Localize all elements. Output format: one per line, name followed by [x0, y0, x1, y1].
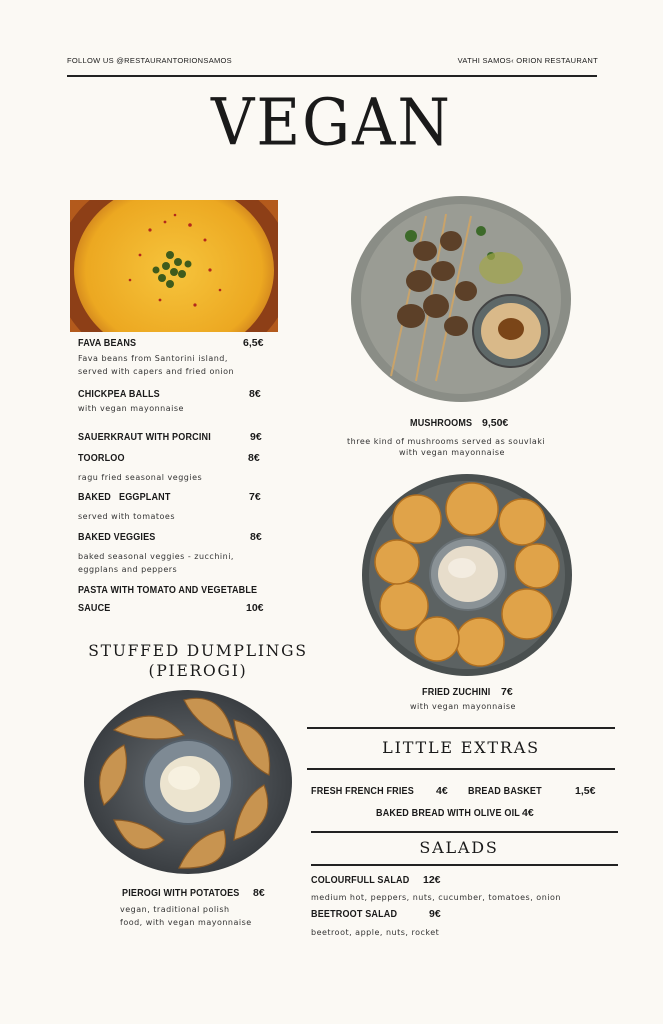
- menu-item-name: BREAD BASKET: [468, 785, 542, 797]
- menu-item-price: 10€: [246, 602, 264, 614]
- menu-item-price: 9,50€: [482, 417, 509, 429]
- menu-item-description: Fava beans from Santorini island,: [78, 354, 228, 363]
- zuchini-photo: [362, 474, 572, 676]
- menu-item-name: FRESH FRENCH FRIES: [311, 785, 414, 797]
- menu-item-description: with vegan mayonnaise: [399, 448, 505, 457]
- menu-item-description: beetroot, apple, nuts, rocket: [311, 928, 440, 937]
- menu-item-name: BAKED VEGGIES: [78, 531, 156, 543]
- menu-item-price: 1,5€: [575, 785, 596, 797]
- menu-item-description: served with tomatoes: [78, 512, 176, 521]
- mushrooms-photo: [351, 196, 571, 402]
- menu-item-name: FAVA BEANS: [78, 337, 137, 349]
- menu-item-name: BAKED EGGPLANT: [78, 491, 171, 503]
- pierogi-heading: STUFFED DUMPLINGS: [88, 642, 308, 660]
- menu-item-name: SAUCE: [78, 602, 111, 614]
- menu-item-description: baked seasonal veggies - zucchini,: [78, 552, 234, 561]
- menu-item-price: 4€: [436, 785, 448, 797]
- menu-item-price: 8€: [250, 531, 262, 543]
- pierogi-subheading: (PIEROGI): [148, 662, 248, 680]
- menu-item-name: BAKED BREAD WITH OLIVE OIL: [376, 807, 520, 819]
- menu-item-description: with vegan mayonnaise: [78, 404, 184, 413]
- menu-item-description: food, with vegan mayonnaise: [120, 918, 252, 927]
- page-title: VEGAN: [211, 85, 452, 161]
- menu-item-name: FRIED ZUCHINI: [422, 686, 491, 698]
- pierogi-photo: [84, 690, 292, 874]
- menu-item-price: 4€: [522, 807, 534, 819]
- menu-item-name: SAUERKRAUT WITH PORCINI: [78, 431, 211, 443]
- menu-item-description: eggplans and peppers: [78, 565, 178, 574]
- extras-top-divider: [307, 727, 615, 729]
- menu-item-price: 7€: [501, 686, 513, 698]
- menu-item-name: COLOURFULL SALAD: [311, 874, 410, 886]
- menu-item-price: 7€: [249, 491, 261, 503]
- menu-item-name: BEETROOT SALAD: [311, 908, 398, 920]
- menu-item-name: MUSHROOMS: [410, 417, 473, 429]
- menu-item-price: 9€: [250, 431, 262, 443]
- fava-beans-photo: [70, 200, 278, 332]
- menu-item-name: TOORLOO: [78, 452, 125, 464]
- little-extras-heading: LITTLE EXTRAS: [382, 738, 540, 757]
- menu-item-description: ragu fried seasonal veggies: [78, 473, 203, 482]
- header-divider: [67, 75, 597, 77]
- salads-top-divider: [311, 831, 618, 833]
- menu-item-price: 8€: [249, 388, 261, 400]
- menu-item-description: three kind of mushrooms served as souvlaki: [347, 437, 546, 446]
- menu-item-name: PASTA WITH TOMATO AND VEGETABLE: [78, 584, 258, 596]
- menu-item-price: 8€: [253, 887, 265, 899]
- menu-item-description: vegan, traditional polish: [120, 905, 230, 914]
- restaurant-location: VATHI SAMOS‹ ORION RESTAURANT: [457, 56, 598, 65]
- instagram-handle: FOLLOW US @RESTAURANTORIONSAMOS: [67, 56, 232, 65]
- salads-heading: SALADS: [419, 838, 499, 857]
- menu-item-price: 8€: [248, 452, 260, 464]
- menu-item-description: with vegan mayonnaise: [410, 702, 516, 711]
- menu-item-name: PIEROGI WITH POTATOES: [122, 887, 240, 899]
- menu-item-price: 9€: [429, 908, 441, 920]
- menu-item-description: served with capers and fried onion: [78, 367, 235, 376]
- menu-item-price: 12€: [423, 874, 441, 886]
- extras-bottom-divider: [307, 768, 615, 770]
- salads-bottom-divider: [311, 864, 618, 866]
- menu-item-price: 6,5€: [243, 337, 264, 349]
- menu-item-name: CHICKPEA BALLS: [78, 388, 160, 400]
- menu-item-description: medium hot, peppers, nuts, cucumber, tomatoes, onion: [311, 893, 561, 902]
